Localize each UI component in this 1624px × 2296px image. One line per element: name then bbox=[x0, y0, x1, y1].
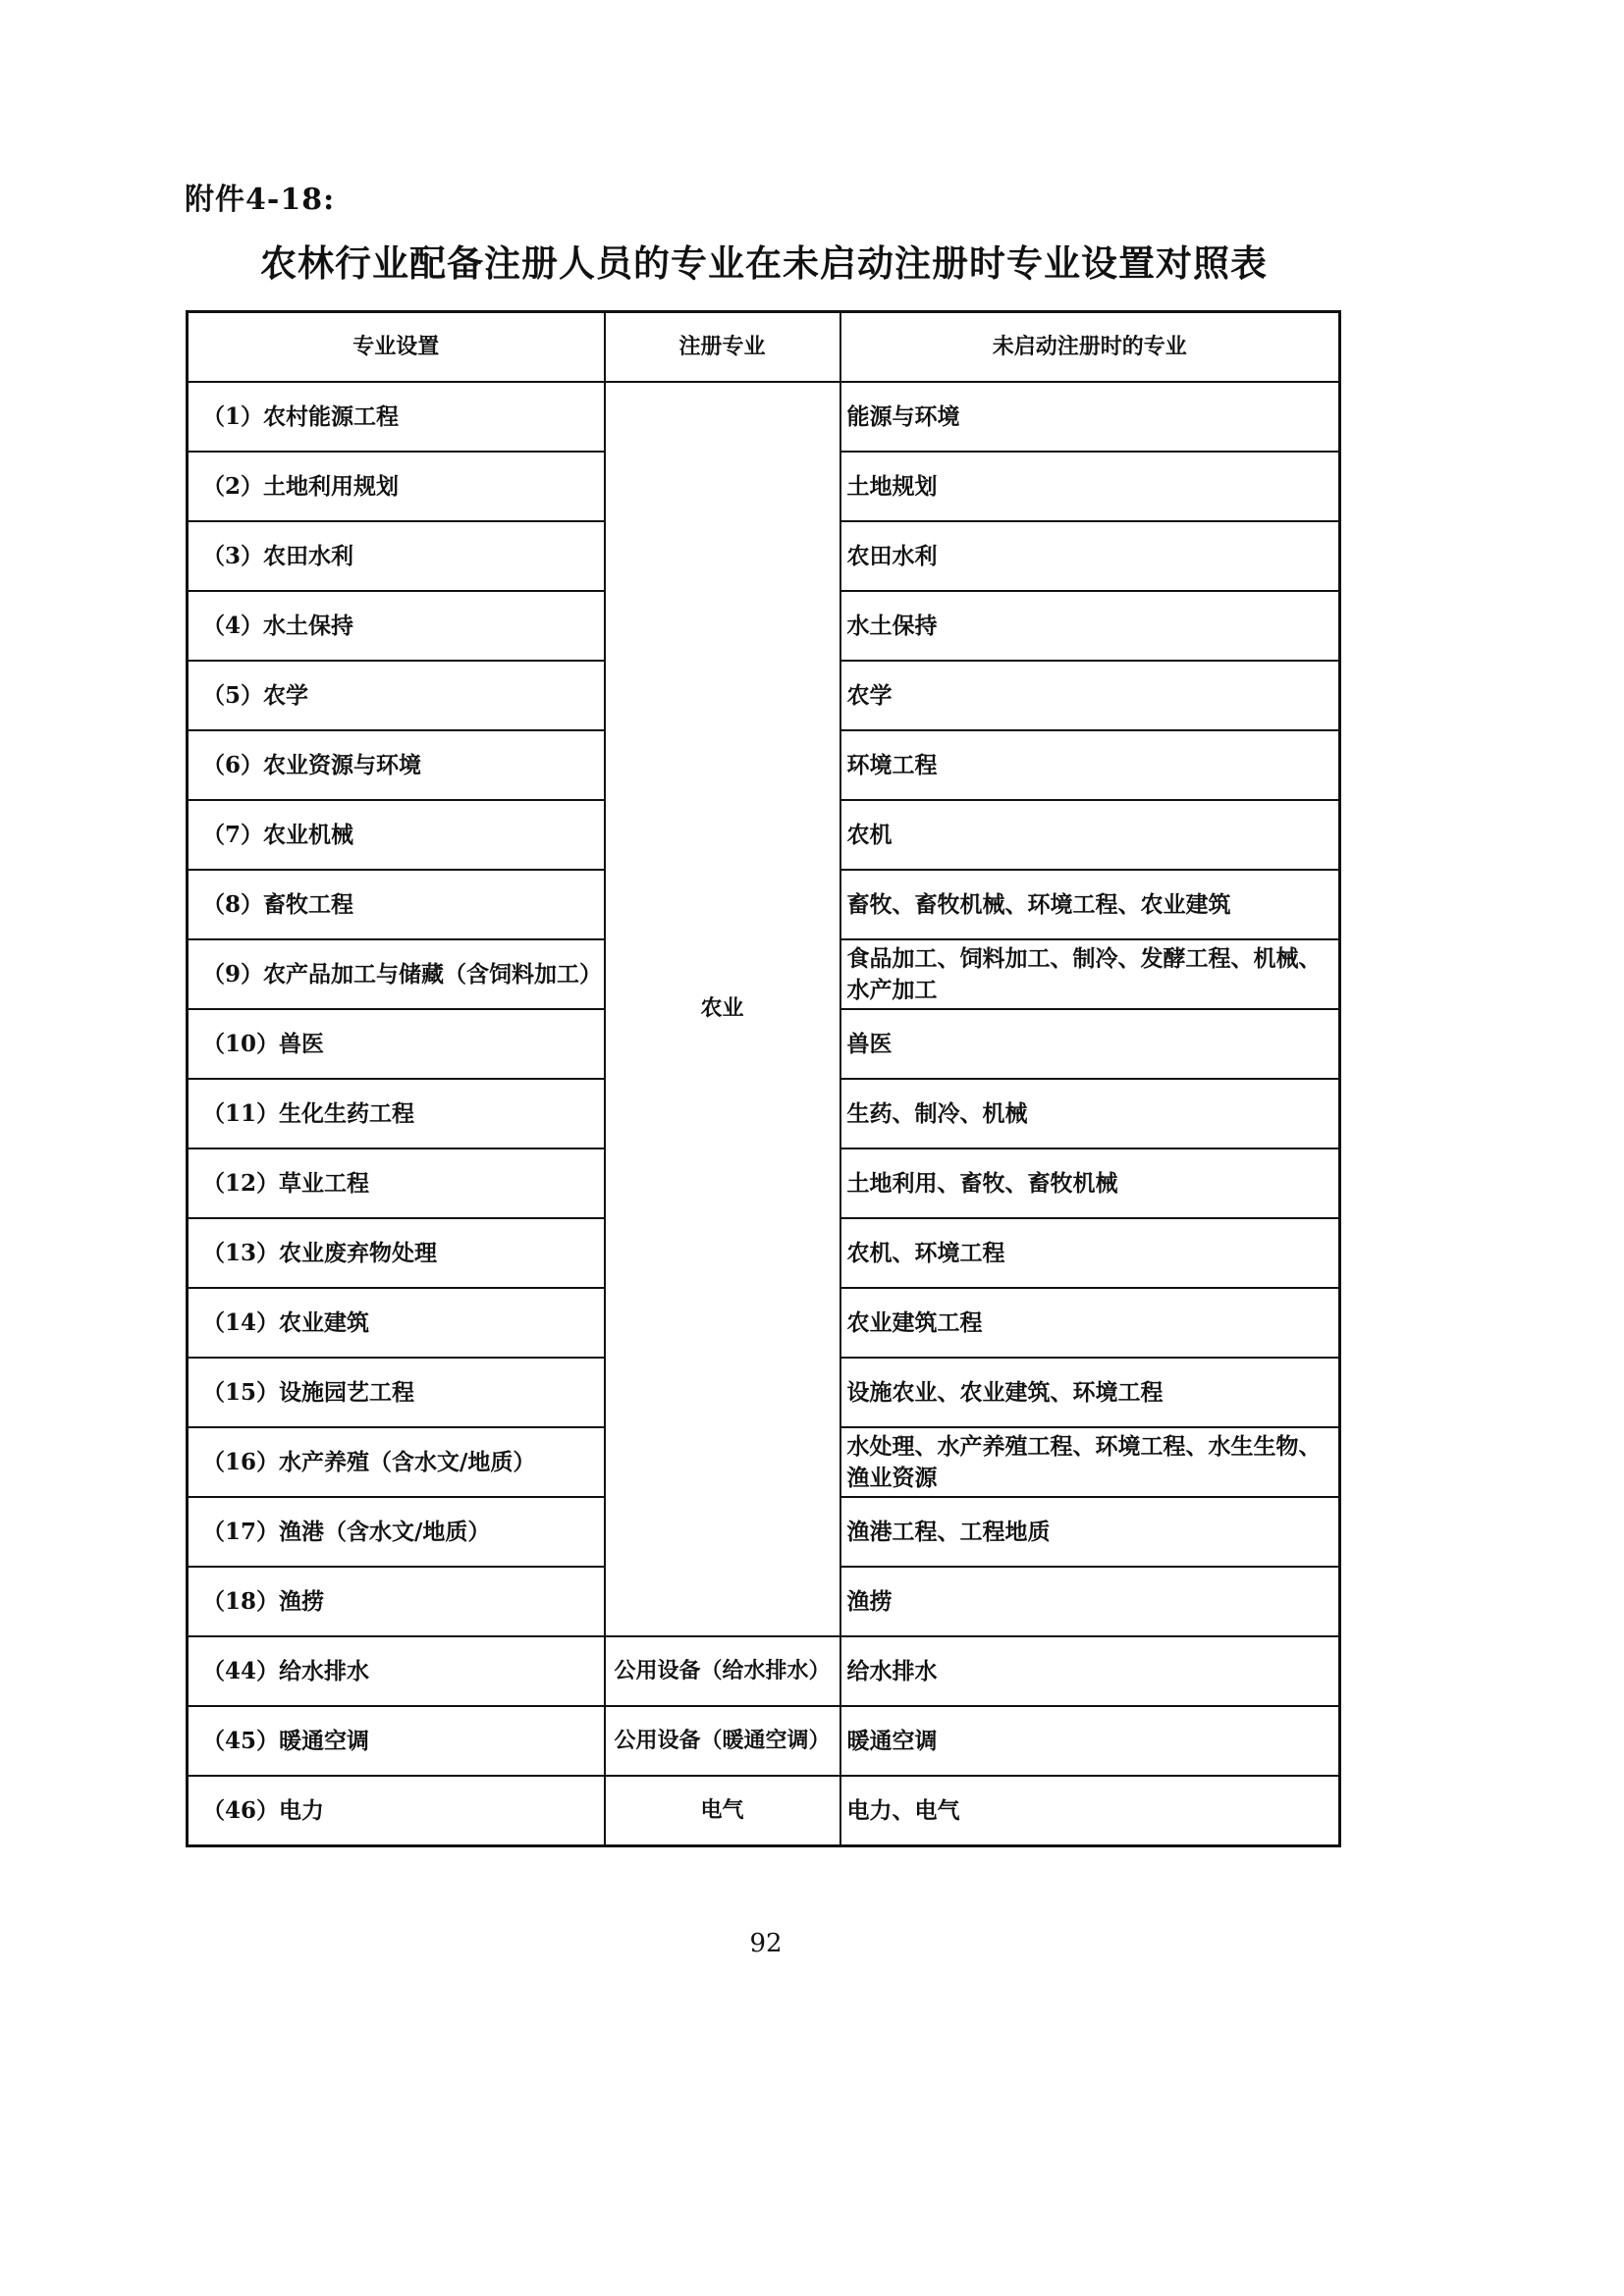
previous-specialty-cell: 兽医 bbox=[840, 1009, 1340, 1079]
previous-specialty-cell: 暖通空调 bbox=[840, 1706, 1340, 1776]
previous-specialty-cell: 水处理、水产养殖工程、环境工程、水生生物、渔业资源 bbox=[840, 1427, 1340, 1497]
registered-specialty-merged-cell: 农业 bbox=[605, 382, 840, 1636]
header-registered-specialty: 注册专业 bbox=[605, 312, 840, 383]
specialty-setting-cell: （46）电力 bbox=[188, 1776, 605, 1846]
page-number: 92 bbox=[749, 1929, 783, 1958]
previous-specialty-cell: 电力、电气 bbox=[840, 1776, 1340, 1846]
specialty-setting-cell: （6）农业资源与环境 bbox=[188, 730, 605, 800]
specialty-setting-cell: （17）渔港（含水文/地质） bbox=[188, 1497, 605, 1567]
previous-specialty-cell: 农田水利 bbox=[840, 521, 1340, 591]
specialty-setting-cell: （3）农田水利 bbox=[188, 521, 605, 591]
specialty-setting-cell: （16）水产养殖（含水文/地质） bbox=[188, 1427, 605, 1497]
previous-specialty-cell: 农业建筑工程 bbox=[840, 1288, 1340, 1358]
previous-specialty-cell: 渔港工程、工程地质 bbox=[840, 1497, 1340, 1567]
table-header-row bbox=[188, 312, 1340, 383]
specialty-setting-cell: （44）给水排水 bbox=[188, 1636, 605, 1706]
header-specialty-setting: 专业设置 bbox=[188, 312, 605, 383]
previous-specialty-cell: 能源与环境 bbox=[840, 382, 1340, 452]
previous-specialty-cell: 给水排水 bbox=[840, 1636, 1340, 1706]
specialty-setting-cell: （11）生化生药工程 bbox=[188, 1079, 605, 1148]
previous-specialty-cell: 畜牧、畜牧机械、环境工程、农业建筑 bbox=[840, 870, 1340, 939]
specialty-setting-cell: （9）农产品加工与储藏（含饲料加工） bbox=[188, 939, 605, 1009]
previous-specialty-cell: 渔捞 bbox=[840, 1567, 1340, 1636]
registered-specialty-cell: 电气 bbox=[605, 1776, 840, 1846]
previous-specialty-cell: 土地利用、畜牧、畜牧机械 bbox=[840, 1148, 1340, 1218]
previous-specialty-cell: 环境工程 bbox=[840, 730, 1340, 800]
table-row bbox=[188, 1706, 1340, 1776]
specialty-setting-cell: （7）农业机械 bbox=[188, 800, 605, 870]
table-row bbox=[188, 1636, 1340, 1706]
specialty-setting-cell: （14）农业建筑 bbox=[188, 1288, 605, 1358]
specialty-setting-cell: （1）农村能源工程 bbox=[188, 382, 605, 452]
table-row bbox=[188, 382, 1340, 452]
specialty-setting-cell: （5）农学 bbox=[188, 661, 605, 730]
header-previous-specialty: 未启动注册时的专业 bbox=[840, 312, 1340, 383]
specialty-setting-cell: （13）农业废弃物处理 bbox=[188, 1218, 605, 1288]
specialty-setting-cell: （8）畜牧工程 bbox=[188, 870, 605, 939]
previous-specialty-cell: 农学 bbox=[840, 661, 1340, 730]
specialty-mapping-table bbox=[186, 310, 1341, 1847]
specialty-setting-cell: （15）设施园艺工程 bbox=[188, 1358, 605, 1427]
specialty-setting-cell: （12）草业工程 bbox=[188, 1148, 605, 1218]
previous-specialty-cell: 农机 bbox=[840, 800, 1340, 870]
previous-specialty-cell: 水土保持 bbox=[840, 591, 1340, 661]
specialty-setting-cell: （4）水土保持 bbox=[188, 591, 605, 661]
registered-specialty-cell: 公用设备（暖通空调） bbox=[605, 1706, 840, 1776]
specialty-setting-cell: （10）兽医 bbox=[188, 1009, 605, 1079]
specialty-setting-cell: （45）暖通空调 bbox=[188, 1706, 605, 1776]
specialty-setting-cell: （2）土地利用规划 bbox=[188, 452, 605, 521]
specialty-setting-cell: （18）渔捞 bbox=[188, 1567, 605, 1636]
previous-specialty-cell: 生药、制冷、机械 bbox=[840, 1079, 1340, 1148]
registered-specialty-cell: 公用设备（给水排水） bbox=[605, 1636, 840, 1706]
previous-specialty-cell: 设施农业、农业建筑、环境工程 bbox=[840, 1358, 1340, 1427]
table-row bbox=[188, 1776, 1340, 1846]
document-title: 农林行业配备注册人员的专业在未启动注册时专业设置对照表 bbox=[260, 242, 1268, 285]
attachment-label: 附件4-18: bbox=[185, 183, 336, 217]
previous-specialty-cell: 农机、环境工程 bbox=[840, 1218, 1340, 1288]
previous-specialty-cell: 食品加工、饲料加工、制冷、发酵工程、机械、水产加工 bbox=[840, 939, 1340, 1009]
previous-specialty-cell: 土地规划 bbox=[840, 452, 1340, 521]
